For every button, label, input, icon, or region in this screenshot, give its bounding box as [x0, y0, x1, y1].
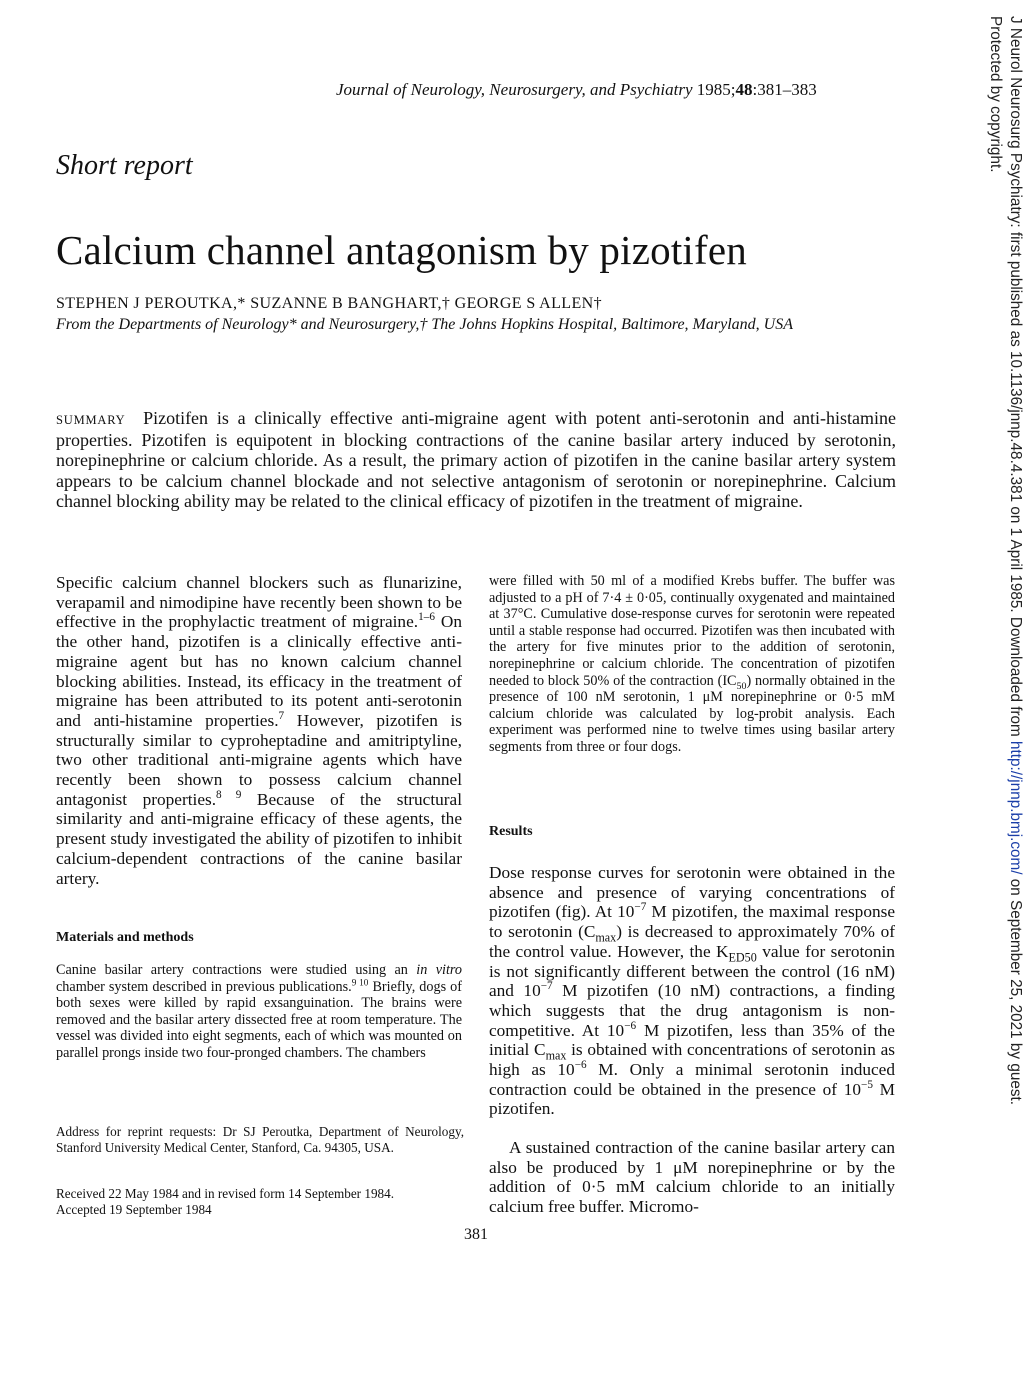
- methods-text: chamber system described in previous publications.: [56, 978, 352, 995]
- side-watermark: [985, 16, 1025, 1356]
- exponent: −6: [624, 1019, 637, 1032]
- journal-volume: 48: [735, 80, 753, 99]
- authors: STEPHEN J PEROUTKA,* SUZANNE B BANGHART,† GEORGE S ALLEN†: [56, 295, 602, 312]
- results-text: M pizotifen.: [489, 1079, 895, 1119]
- methods-text: Briefly, dogs of both sexes were killed by rapid exsanguination. The brains were removed and the basilar artery dissected free at room temperature. The vessel was divided into eight segments, each of which was mounted on parallel prongs inside two four-pronged chambers. The chambers: [56, 978, 462, 1061]
- exponent: −7: [540, 980, 553, 993]
- summary: [56, 408, 896, 511]
- intro-text: Because of the structural similarity and anti-migraine efficacy of these agents, the present study investigated the ability of pizotifen to inhibit calcium-dependent contractions of the canine basilar artery.: [56, 789, 462, 888]
- results-text: M pizotifen (10 nM) contractions, a finding which suggests that the drug antagonism is non-competitive. At 10: [489, 981, 895, 1040]
- methods-text: ) normally obtained in the presence of 100 nM serotonin, 1 μM norepinephrine or 0·5 mM calcium chloride was calculated by log-probit analysis. Each experiment was performed nine to twelve times using basilar artery segments from three or four dogs.: [489, 672, 895, 755]
- intro-text: Specific calcium channel blockers such as flunarizine, verapamil and nimodipine have recently been shown to be effective in the prophylactic treatment of migraine.: [56, 573, 462, 632]
- methods-heading: Materials and methods: [56, 930, 194, 945]
- methods-italic: in vitro: [416, 962, 462, 978]
- received-line: Received 22 May 1984 and in revised form 14 September 1984.: [56, 1186, 395, 1201]
- results-text: value for serotonin is not significantly different between the control (16 nM) and 10: [489, 941, 895, 1001]
- journal-pages: :381–383: [752, 80, 817, 99]
- citation: 9 10: [351, 976, 369, 987]
- results-text: M pizotifen, the maximal response to serotonin (C: [489, 902, 895, 942]
- side-text: J Neurol Neurosurg Psychiatry: first published as 10.1136/jnnp.48.4.381 on 1 April 1985. Downloaded from: [1007, 16, 1024, 742]
- reprint-address: Address for reprint requests: Dr SJ Peroutka, Department of Neurology, Stanford University Medical Center, Stanford, Ca. 94305, USA.: [56, 1124, 464, 1155]
- methods-text: Canine basilar artery contractions were studied using an: [56, 962, 417, 978]
- side-text: on September 25, 2021 by guest.: [1007, 874, 1024, 1105]
- intro-text: On the other hand, pizotifen is a clinically effective anti-migraine agent but has no known calcium channel blocking abilities. Instead, its efficacy in the treatment of migraine has been attributed to its potent anti-serotonin and anti-histamine properties.: [56, 612, 462, 730]
- page-number: 381: [464, 1226, 488, 1243]
- results-text: is obtained with concentrations of serotonin as high as 10: [489, 1040, 896, 1080]
- subscript: max: [545, 1048, 567, 1063]
- results-text: M. Only a minimal serotonin induced contraction could be obtained in the presence of 10: [489, 1060, 895, 1099]
- results-heading: Results: [489, 824, 533, 839]
- exponent: −7: [634, 901, 647, 914]
- journal-header: [336, 80, 817, 100]
- summary-label: SUMMARY: [56, 413, 126, 427]
- journal-name: Journal of Neurology, Neurosurgery, and Psychiatry: [336, 80, 693, 99]
- side-line-2: Protected by copyright.: [987, 16, 1004, 173]
- citation: 7: [278, 710, 285, 723]
- citation: 1–6: [418, 611, 435, 624]
- results-paragraph: [489, 863, 895, 1119]
- methods-paragraph: [56, 962, 462, 1062]
- exponent: −5: [861, 1078, 873, 1091]
- received-dates: [56, 1186, 476, 1217]
- subscript: ED50: [728, 950, 757, 965]
- summary-text: Pizotifen is a clinically effective anti-migraine agent with potent anti-serotonin and anti-histamine properties. Pizotifen is equipotent in blocking contractions of the canine basilar artery induced by serotonin, norepinephrine or calcium chloride. As a result, the primary action of pizotifen in the canine basilar artery system appears to be calcium channel blockade and not selective antagonism of serotonin or norepinephrine. Calcium channel blocking ability may be related to the clinical efficacy of pizotifen in the treatment of migraine.: [56, 408, 896, 511]
- intro-paragraph: [56, 573, 462, 888]
- accepted-line: Accepted 19 September 1984: [56, 1201, 212, 1217]
- intro-text: However, pizotifen is structurally similar to cyproheptadine and amitriptyline, two other traditional anti-migraine agents which have recently been shown to possess calcium channel antagonist properties.: [56, 710, 463, 809]
- journal-link[interactable]: http://jnnp.bmj.com/: [1007, 741, 1024, 875]
- affiliation: From the Departments of Neurology* and Neurosurgery,† The Johns Hopkins Hospital, Baltimore, Maryland, USA: [56, 316, 793, 333]
- subscript: max: [595, 930, 617, 945]
- exponent: −6: [574, 1059, 587, 1072]
- results-text: M pizotifen, less than 35% of the initial C: [489, 1020, 895, 1060]
- methods-paragraph-continued: [489, 573, 895, 756]
- citation: 8 9: [216, 788, 242, 801]
- results-text: ) is decreased to approximately 70% of the control value. However, the K: [489, 922, 895, 961]
- results-text: Dose response curves for serotonin were obtained in the absence and presence of varying concentrations of pizotifen (fig). At 10: [489, 863, 895, 922]
- methods-text: were filled with 50 ml of a modified Krebs buffer. The buffer was adjusted to a pH of 7·4 ± 0·05, continually oxygenated and maintained at 37°C. Cumulative dose-response curves for serotonin were repeated until a stable response had occurred. Pizotifen was then incubated with the artery for five minutes prior to the addition of serotonin, norepinephrine or calcium chloride. The concentration of pizotifen needed to block 50% of the contraction (IC: [489, 573, 895, 689]
- results-paragraph-2: A sustained contraction of the canine basilar artery can also be produced by 1 μM norepinephrine or by the addition of 0·5 mM calcium chloride to an initially calcium free buffer. Micromo-: [489, 1138, 895, 1217]
- subscript: 50: [736, 680, 747, 692]
- side-line-1: [1005, 16, 1025, 1356]
- article-title: Calcium channel antagonism by pizotifen: [56, 227, 747, 273]
- section-label: Short report: [56, 150, 193, 181]
- journal-year: 1985;: [696, 80, 736, 99]
